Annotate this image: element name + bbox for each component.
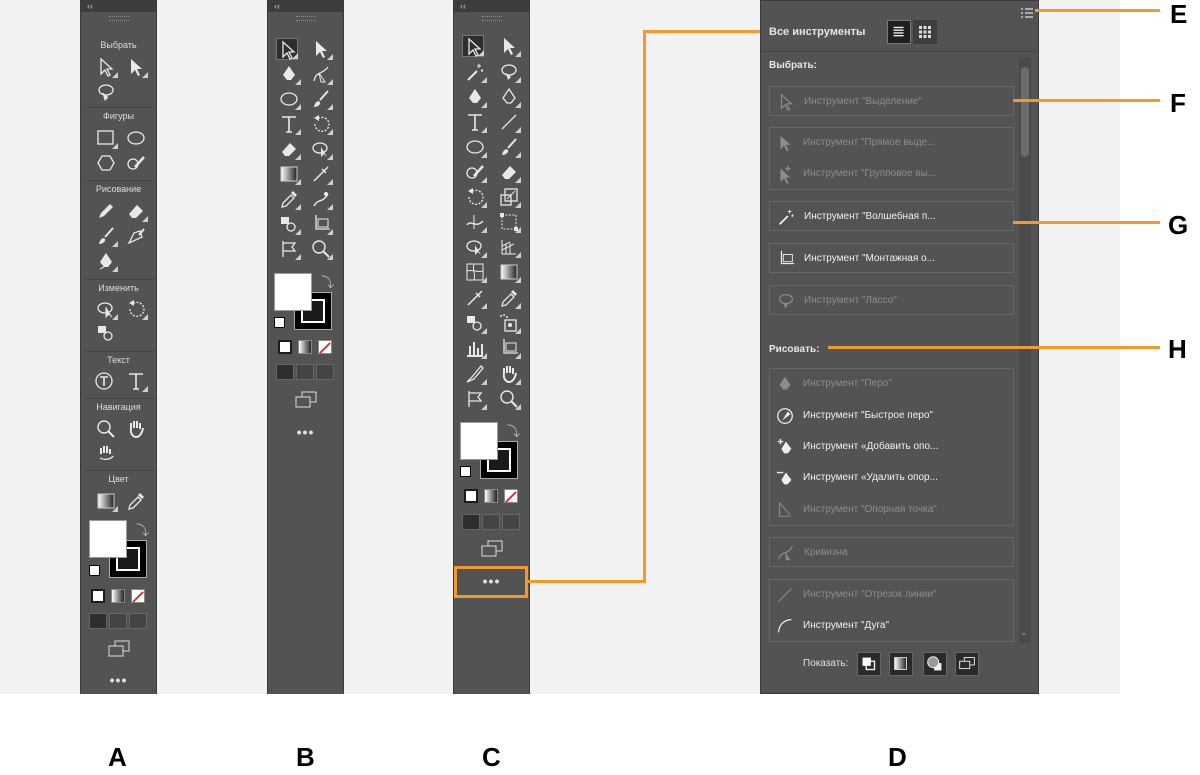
list-item[interactable]: Инструмент «Добавить опо... (769, 432, 1014, 462)
lasso-tool-icon (776, 291, 796, 311)
list-item[interactable]: Инструмент "Лассо" (769, 285, 1014, 315)
section-select: Выбрать: (769, 60, 817, 71)
pencil-tool-icon[interactable] (95, 200, 117, 222)
rectangle-tool-icon[interactable] (95, 127, 117, 149)
gradient-mode-button[interactable] (484, 489, 498, 503)
arc-tool-icon (775, 616, 795, 636)
category-color: Цвет (108, 474, 129, 484)
list-item[interactable]: Инструмент "Выделение" (769, 86, 1014, 116)
panel-menu-icon[interactable] (1021, 5, 1033, 15)
list-item[interactable]: Инструмент «Удалить опор... (769, 463, 1014, 493)
magic-wand-tool-icon (776, 207, 796, 227)
fill-swatch[interactable] (460, 422, 498, 460)
category-text: Текст (107, 355, 130, 365)
show-screen-modes-button[interactable] (955, 652, 979, 676)
type-tool-icon[interactable] (464, 111, 486, 133)
artboard-tool-icon (776, 249, 796, 269)
default-colors-icon[interactable] (89, 565, 100, 576)
toolbar-a (80, 0, 157, 694)
list-item[interactable]: Инструмент "Прямое выде... (769, 128, 1014, 158)
show-draw-modes-button[interactable] (923, 652, 947, 676)
swap-fill-stroke-icon[interactable]: ⤵ (136, 523, 150, 538)
list-item[interactable]: Инструмент "Быстрое перо" (769, 401, 1014, 431)
eyedropper-tool-icon[interactable] (125, 490, 147, 512)
draw-inside-button[interactable] (129, 613, 147, 629)
default-colors-icon[interactable] (460, 466, 471, 477)
mesh-tool-icon[interactable] (464, 261, 486, 283)
curvature-tool-icon (776, 543, 796, 563)
selection-tool-icon[interactable] (95, 56, 117, 78)
pen-tool-icon (775, 374, 795, 394)
curvature-tool-icon[interactable] (498, 86, 520, 108)
rotate-tool-icon[interactable] (464, 186, 486, 208)
none-mode-button[interactable] (318, 340, 332, 354)
list-item[interactable]: Инструмент "Опорная точка" (769, 495, 1014, 525)
paintbrush-tool-icon[interactable] (498, 136, 520, 158)
selection-tool-icon[interactable] (462, 35, 484, 57)
toolbar-a-header[interactable] (81, 0, 156, 12)
rotate-tool-icon[interactable] (125, 298, 147, 320)
none-mode-button[interactable] (131, 589, 145, 603)
zoom-tool-icon[interactable] (310, 238, 332, 260)
live-paint-tool-icon[interactable] (95, 322, 117, 344)
grid-view-button[interactable] (913, 20, 937, 44)
direct-selection-tool-icon (775, 133, 795, 153)
artboard-tool-icon[interactable] (310, 213, 332, 235)
artboard-tool-icon[interactable] (498, 337, 520, 359)
ellipse-tool-icon[interactable] (278, 88, 300, 110)
collapse-icon[interactable]: ‹‹ (460, 1, 466, 11)
category-navigation: Навигация (96, 402, 141, 412)
lasso-tool-icon[interactable] (95, 81, 117, 103)
lasso-tool-icon[interactable] (498, 61, 520, 83)
direct-selection-tool-icon[interactable] (310, 38, 332, 60)
rotate-tool-icon[interactable] (310, 113, 332, 135)
eraser-tool-icon[interactable] (498, 161, 520, 183)
list-item[interactable]: Инструмент "Монтажная о... (769, 243, 1014, 273)
eyedropper-tool-icon[interactable] (498, 287, 520, 309)
panel-scrollbar[interactable] (1019, 57, 1031, 643)
column-graph-tool-icon[interactable] (464, 337, 486, 359)
default-colors-icon[interactable] (274, 317, 285, 328)
list-view-button[interactable] (887, 20, 911, 44)
paintbrush-tool-icon[interactable] (310, 88, 332, 110)
collapse-icon[interactable]: ‹‹ (274, 1, 280, 11)
add-anchor-point-tool-icon (775, 437, 795, 457)
line-segment-tool-icon (775, 585, 795, 605)
pen-tool-icon[interactable] (95, 250, 117, 272)
gradient-tool-icon[interactable] (498, 261, 520, 283)
category-modify: Изменить (98, 283, 139, 293)
free-transform-tool-icon[interactable] (498, 211, 520, 233)
width-tool-icon[interactable] (464, 211, 486, 233)
polygon-tool-icon[interactable] (95, 152, 117, 174)
eraser-tool-icon[interactable] (125, 200, 147, 222)
callout-line-e (1035, 9, 1160, 12)
draw-behind-button[interactable] (482, 514, 500, 530)
dots-highlight (454, 566, 528, 598)
shape-builder-tool-icon[interactable] (310, 138, 332, 160)
gradient-mode-button[interactable] (111, 589, 125, 603)
draw-inside-button[interactable] (316, 364, 334, 380)
screen-mode-icon[interactable] (107, 640, 131, 658)
selection-tool-icon[interactable] (276, 38, 298, 60)
eyedropper-tool-icon[interactable] (278, 188, 300, 210)
curvature-pen-tool-icon (775, 406, 795, 426)
curvature-tool-icon[interactable] (310, 63, 332, 85)
color-mode-button[interactable] (91, 589, 105, 603)
list-item[interactable]: Кривизна (769, 537, 1014, 567)
shape-builder-tool-icon[interactable] (95, 298, 117, 320)
callout-line (643, 30, 760, 33)
pen-tool-icon[interactable] (464, 86, 486, 108)
line-segment-tool-icon[interactable] (498, 111, 520, 133)
list-item[interactable]: Инструмент "Групповое вы... (769, 159, 1014, 189)
type-tool-icon[interactable] (278, 113, 300, 135)
callout-line (643, 30, 646, 583)
label-a: A (108, 742, 127, 772)
list-item[interactable]: Инструмент "Дуга" (769, 611, 1014, 641)
draw-normal-button[interactable] (462, 514, 480, 530)
shaper-tool-icon[interactable] (464, 161, 486, 183)
list-item[interactable]: Инструмент "Перо" (769, 369, 1014, 399)
section-draw: Рисовать: (769, 344, 820, 355)
edit-toolbar-dots[interactable]: ••• (482, 573, 501, 589)
color-mode-button[interactable] (464, 489, 478, 503)
label-f: F (1170, 88, 1186, 118)
edit-toolbar-dots[interactable]: ••• (109, 672, 128, 688)
label-d: D (888, 742, 907, 772)
paintbrush-tool-icon[interactable] (95, 225, 117, 247)
callout-line-f (1013, 99, 1160, 102)
draw-normal-button[interactable] (89, 613, 107, 629)
live-paint-tool-icon[interactable] (278, 213, 300, 235)
type-tool-icon[interactable] (125, 370, 147, 392)
blend-tool-icon[interactable] (310, 188, 332, 210)
shape-builder-tool-icon[interactable] (464, 236, 486, 258)
label-h: H (1168, 334, 1187, 364)
category-drawing: Рисование (95, 184, 142, 194)
drag-grip[interactable] (109, 16, 129, 21)
draw-inside-button[interactable] (502, 514, 520, 530)
draw-behind-button[interactable] (296, 364, 314, 380)
shaper-tool-icon[interactable] (125, 152, 147, 174)
direct-selection-tool-icon[interactable] (498, 35, 520, 57)
label-g: G (1168, 210, 1189, 240)
collapse-icon[interactable]: ‹‹ (87, 1, 93, 11)
drag-grip[interactable] (482, 16, 502, 21)
hand-tool-icon[interactable] (498, 363, 520, 385)
print-tiling-tool-icon[interactable] (464, 388, 486, 410)
toolbar-c-header[interactable] (454, 0, 529, 12)
rotate-view-tool-icon[interactable] (95, 442, 117, 464)
callout-line-h (828, 346, 1160, 349)
scrollbar-thumb[interactable] (1021, 67, 1029, 157)
selection-tool-icon (776, 92, 796, 112)
show-label: Показать: (803, 658, 849, 669)
fill-swatch[interactable] (274, 273, 312, 311)
magic-wand-tool-icon[interactable] (464, 61, 486, 83)
color-mode-button[interactable] (278, 340, 292, 354)
live-paint-tool-icon[interactable] (464, 312, 486, 334)
mesh-tool-icon[interactable] (310, 163, 332, 185)
zoom-tool-icon[interactable] (498, 388, 520, 410)
callout-line (528, 580, 645, 583)
draw-behind-button[interactable] (109, 613, 127, 629)
gradient-tool-icon[interactable] (95, 490, 117, 512)
direct-selection-tool-icon[interactable] (125, 56, 147, 78)
fill-swatch[interactable] (89, 520, 127, 558)
touch-type-tool-icon[interactable] (93, 370, 115, 392)
edit-toolbar-dots[interactable]: ••• (296, 424, 315, 440)
callout-line-g (1013, 221, 1160, 224)
panel-title: Все инструменты (769, 26, 866, 38)
ellipse-tool-icon[interactable] (464, 136, 486, 158)
symbol-sprayer-tool-icon[interactable] (498, 312, 520, 334)
zoom-tool-icon[interactable] (95, 418, 117, 440)
screen-mode-icon[interactable] (294, 391, 318, 409)
blob-brush-tool-icon[interactable] (125, 225, 147, 247)
pen-tool-icon[interactable] (278, 63, 300, 85)
eraser-tool-icon[interactable] (278, 138, 300, 160)
none-mode-button[interactable] (504, 489, 518, 503)
label-e: E (1170, 0, 1188, 29)
swap-fill-stroke-icon[interactable]: ⤵ (321, 275, 335, 290)
show-fill-stroke-button[interactable] (857, 652, 881, 676)
list-item[interactable]: Инструмент "Волшебная п... (769, 201, 1014, 231)
blend-tool-icon[interactable] (464, 287, 486, 309)
anchor-point-tool-icon (775, 500, 795, 520)
drag-grip[interactable] (296, 16, 316, 21)
list-item[interactable]: Инструмент "Отрезок линии" (769, 580, 1014, 610)
swap-fill-stroke-icon[interactable]: ⤵ (507, 424, 521, 439)
category-select: Выбрать (100, 40, 137, 50)
ellipse-tool-icon[interactable] (125, 127, 147, 149)
label-c: C (482, 742, 501, 772)
screen-mode-icon[interactable] (480, 540, 504, 558)
draw-normal-button[interactable] (276, 364, 294, 380)
perspective-grid-tool-icon[interactable] (498, 236, 520, 258)
gradient-mode-button[interactable] (298, 340, 312, 354)
gradient-tool-icon[interactable] (278, 163, 300, 185)
category-shapes: Фигуры (102, 111, 135, 121)
show-color-button[interactable] (889, 652, 913, 676)
group-selection-tool-icon (775, 164, 795, 184)
delete-anchor-point-tool-icon (775, 468, 795, 488)
column-graph-tool-icon[interactable] (278, 238, 300, 260)
scroll-down-icon[interactable]: ⌄ (1020, 627, 1028, 637)
slice-tool-icon[interactable] (464, 363, 486, 385)
scale-tool-icon[interactable] (498, 186, 520, 208)
toolbar-b (267, 0, 344, 694)
label-b: B (296, 742, 315, 772)
hand-tool-icon[interactable] (125, 418, 147, 440)
